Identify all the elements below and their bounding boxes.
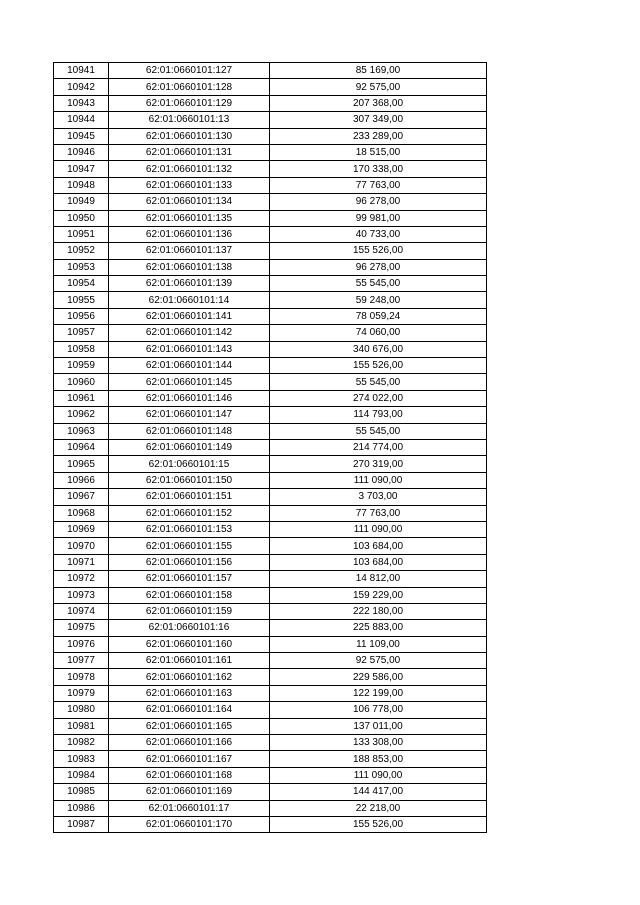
row-number-cell: 10984 — [54, 767, 109, 783]
table-row — [54, 685, 487, 701]
row-number-cell: 10954 — [54, 276, 109, 292]
value-cell: 22 218,00 — [270, 800, 487, 816]
cadastral-number-cell: 62:01:0660101:152 — [109, 505, 270, 521]
table-row — [54, 423, 487, 439]
cadastral-number-cell: 62:01:0660101:17 — [109, 800, 270, 816]
value-cell: 96 278,00 — [270, 259, 487, 275]
row-number-cell: 10948 — [54, 177, 109, 193]
value-cell: 3 703,00 — [270, 489, 487, 505]
table-row — [54, 177, 487, 193]
row-number-cell: 10955 — [54, 292, 109, 308]
value-cell: 103 684,00 — [270, 538, 487, 554]
value-cell: 92 575,00 — [270, 653, 487, 669]
value-cell: 77 763,00 — [270, 505, 487, 521]
table-row — [54, 669, 487, 685]
table-row — [54, 210, 487, 226]
table-row — [54, 538, 487, 554]
row-number-cell: 10952 — [54, 243, 109, 259]
row-number-cell: 10973 — [54, 587, 109, 603]
cadastral-number-cell: 62:01:0660101:137 — [109, 243, 270, 259]
row-number-cell: 10956 — [54, 308, 109, 324]
value-cell: 274 022,00 — [270, 390, 487, 406]
row-number-cell: 10953 — [54, 259, 109, 275]
value-cell: 159 229,00 — [270, 587, 487, 603]
row-number-cell: 10949 — [54, 194, 109, 210]
cadastral-number-cell: 62:01:0660101:127 — [109, 63, 270, 79]
row-number-cell: 10978 — [54, 669, 109, 685]
table-row — [54, 144, 487, 160]
cadastral-number-cell: 62:01:0660101:128 — [109, 79, 270, 95]
cadastral-number-cell: 62:01:0660101:144 — [109, 358, 270, 374]
cadastral-number-cell: 62:01:0660101:134 — [109, 194, 270, 210]
row-number-cell: 10972 — [54, 571, 109, 587]
cadastral-number-cell: 62:01:0660101:167 — [109, 751, 270, 767]
value-cell: 11 109,00 — [270, 636, 487, 652]
table-row — [54, 489, 487, 505]
cadastral-number-cell: 62:01:0660101:170 — [109, 816, 270, 832]
row-number-cell: 10963 — [54, 423, 109, 439]
row-number-cell: 10981 — [54, 718, 109, 734]
table-row — [54, 751, 487, 767]
cadastral-number-cell: 62:01:0660101:13 — [109, 112, 270, 128]
value-cell: 144 417,00 — [270, 784, 487, 800]
value-cell: 40 733,00 — [270, 226, 487, 242]
table-row — [54, 128, 487, 144]
cadastral-number-cell: 62:01:0660101:160 — [109, 636, 270, 652]
value-cell: 55 545,00 — [270, 276, 487, 292]
table-row — [54, 800, 487, 816]
value-cell: 229 586,00 — [270, 669, 487, 685]
row-number-cell: 10958 — [54, 341, 109, 357]
table-row — [54, 702, 487, 718]
row-number-cell: 10945 — [54, 128, 109, 144]
table-row — [54, 587, 487, 603]
value-cell: 270 319,00 — [270, 456, 487, 472]
value-cell: 74 060,00 — [270, 325, 487, 341]
table-row — [54, 259, 487, 275]
table-row — [54, 63, 487, 79]
value-cell: 188 853,00 — [270, 751, 487, 767]
value-cell: 207 368,00 — [270, 95, 487, 111]
row-number-cell: 10943 — [54, 95, 109, 111]
row-number-cell: 10967 — [54, 489, 109, 505]
cadastral-number-cell: 62:01:0660101:132 — [109, 161, 270, 177]
cadastral-number-cell: 62:01:0660101:149 — [109, 439, 270, 455]
cadastral-number-cell: 62:01:0660101:161 — [109, 653, 270, 669]
table-row — [54, 226, 487, 242]
value-cell: 170 338,00 — [270, 161, 487, 177]
value-cell: 92 575,00 — [270, 79, 487, 95]
table-body — [54, 63, 487, 833]
row-number-cell: 10975 — [54, 620, 109, 636]
cadastral-number-cell: 62:01:0660101:145 — [109, 374, 270, 390]
value-cell: 77 763,00 — [270, 177, 487, 193]
value-cell: 55 545,00 — [270, 374, 487, 390]
cadastral-number-cell: 62:01:0660101:165 — [109, 718, 270, 734]
value-cell: 78 059,24 — [270, 308, 487, 324]
cadastral-number-cell: 62:01:0660101:168 — [109, 767, 270, 783]
cadastral-number-cell: 62:01:0660101:131 — [109, 144, 270, 160]
value-cell: 114 793,00 — [270, 407, 487, 423]
table-row — [54, 243, 487, 259]
row-number-cell: 10971 — [54, 554, 109, 570]
cadastral-number-cell: 62:01:0660101:155 — [109, 538, 270, 554]
value-cell: 99 981,00 — [270, 210, 487, 226]
table-row — [54, 718, 487, 734]
table-row — [54, 292, 487, 308]
table-row — [54, 276, 487, 292]
cadastral-number-cell: 62:01:0660101:162 — [109, 669, 270, 685]
row-number-cell: 10979 — [54, 685, 109, 701]
cadastral-number-cell: 62:01:0660101:156 — [109, 554, 270, 570]
cadastral-value-table — [53, 62, 487, 833]
cadastral-number-cell: 62:01:0660101:143 — [109, 341, 270, 357]
table-row — [54, 341, 487, 357]
row-number-cell: 10965 — [54, 456, 109, 472]
table-row — [54, 439, 487, 455]
cadastral-number-cell: 62:01:0660101:142 — [109, 325, 270, 341]
value-cell: 111 090,00 — [270, 472, 487, 488]
cadastral-number-cell: 62:01:0660101:153 — [109, 521, 270, 537]
table-row — [54, 472, 487, 488]
row-number-cell: 10951 — [54, 226, 109, 242]
table-row — [54, 390, 487, 406]
row-number-cell: 10960 — [54, 374, 109, 390]
value-cell: 103 684,00 — [270, 554, 487, 570]
cadastral-number-cell: 62:01:0660101:129 — [109, 95, 270, 111]
table-row — [54, 325, 487, 341]
table-row — [54, 358, 487, 374]
value-cell: 155 526,00 — [270, 243, 487, 259]
value-cell: 155 526,00 — [270, 816, 487, 832]
table-row — [54, 554, 487, 570]
row-number-cell: 10968 — [54, 505, 109, 521]
cadastral-number-cell: 62:01:0660101:136 — [109, 226, 270, 242]
row-number-cell: 10959 — [54, 358, 109, 374]
table-row — [54, 456, 487, 472]
row-number-cell: 10976 — [54, 636, 109, 652]
row-number-cell: 10986 — [54, 800, 109, 816]
value-cell: 18 515,00 — [270, 144, 487, 160]
cadastral-number-cell: 62:01:0660101:147 — [109, 407, 270, 423]
table-row — [54, 735, 487, 751]
table-row — [54, 636, 487, 652]
cadastral-number-cell: 62:01:0660101:139 — [109, 276, 270, 292]
cadastral-number-cell: 62:01:0660101:133 — [109, 177, 270, 193]
cadastral-number-cell: 62:01:0660101:138 — [109, 259, 270, 275]
cadastral-number-cell: 62:01:0660101:135 — [109, 210, 270, 226]
row-number-cell: 10947 — [54, 161, 109, 177]
cadastral-number-cell: 62:01:0660101:16 — [109, 620, 270, 636]
value-cell: 133 308,00 — [270, 735, 487, 751]
row-number-cell: 10942 — [54, 79, 109, 95]
row-number-cell: 10964 — [54, 439, 109, 455]
row-number-cell: 10961 — [54, 390, 109, 406]
table-row — [54, 194, 487, 210]
cadastral-number-cell: 62:01:0660101:141 — [109, 308, 270, 324]
cadastral-number-cell: 62:01:0660101:130 — [109, 128, 270, 144]
value-cell: 96 278,00 — [270, 194, 487, 210]
table-row — [54, 767, 487, 783]
table-row — [54, 571, 487, 587]
cadastral-number-cell: 62:01:0660101:14 — [109, 292, 270, 308]
table-row — [54, 505, 487, 521]
value-cell: 111 090,00 — [270, 767, 487, 783]
value-cell: 233 289,00 — [270, 128, 487, 144]
row-number-cell: 10987 — [54, 816, 109, 832]
value-cell: 85 169,00 — [270, 63, 487, 79]
value-cell: 340 676,00 — [270, 341, 487, 357]
row-number-cell: 10944 — [54, 112, 109, 128]
cadastral-number-cell: 62:01:0660101:146 — [109, 390, 270, 406]
cadastral-number-cell: 62:01:0660101:166 — [109, 735, 270, 751]
table-row — [54, 816, 487, 832]
cadastral-number-cell: 62:01:0660101:151 — [109, 489, 270, 505]
row-number-cell: 10969 — [54, 521, 109, 537]
value-cell: 214 774,00 — [270, 439, 487, 455]
row-number-cell: 10977 — [54, 653, 109, 669]
table-row — [54, 95, 487, 111]
value-cell: 222 180,00 — [270, 603, 487, 619]
row-number-cell: 10980 — [54, 702, 109, 718]
value-cell: 55 545,00 — [270, 423, 487, 439]
table-row — [54, 161, 487, 177]
value-cell: 307 349,00 — [270, 112, 487, 128]
row-number-cell: 10941 — [54, 63, 109, 79]
table-row — [54, 374, 487, 390]
cadastral-number-cell: 62:01:0660101:169 — [109, 784, 270, 800]
row-number-cell: 10982 — [54, 735, 109, 751]
cadastral-number-cell: 62:01:0660101:159 — [109, 603, 270, 619]
row-number-cell: 10966 — [54, 472, 109, 488]
row-number-cell: 10946 — [54, 144, 109, 160]
row-number-cell: 10983 — [54, 751, 109, 767]
value-cell: 225 883,00 — [270, 620, 487, 636]
table-row — [54, 653, 487, 669]
cadastral-number-cell: 62:01:0660101:148 — [109, 423, 270, 439]
cadastral-number-cell: 62:01:0660101:158 — [109, 587, 270, 603]
cadastral-number-cell: 62:01:0660101:157 — [109, 571, 270, 587]
cadastral-number-cell: 62:01:0660101:164 — [109, 702, 270, 718]
row-number-cell: 10974 — [54, 603, 109, 619]
table-row — [54, 521, 487, 537]
row-number-cell: 10985 — [54, 784, 109, 800]
cadastral-number-cell: 62:01:0660101:150 — [109, 472, 270, 488]
value-cell: 155 526,00 — [270, 358, 487, 374]
value-cell: 122 199,00 — [270, 685, 487, 701]
table-row — [54, 603, 487, 619]
table-row — [54, 407, 487, 423]
cadastral-number-cell: 62:01:0660101:15 — [109, 456, 270, 472]
table-row — [54, 112, 487, 128]
table-row — [54, 308, 487, 324]
row-number-cell: 10970 — [54, 538, 109, 554]
table-row — [54, 784, 487, 800]
value-cell: 137 011,00 — [270, 718, 487, 734]
row-number-cell: 10950 — [54, 210, 109, 226]
cadastral-number-cell: 62:01:0660101:163 — [109, 685, 270, 701]
value-cell: 59 248,00 — [270, 292, 487, 308]
row-number-cell: 10962 — [54, 407, 109, 423]
row-number-cell: 10957 — [54, 325, 109, 341]
value-cell: 111 090,00 — [270, 521, 487, 537]
value-cell: 106 778,00 — [270, 702, 487, 718]
table-row — [54, 79, 487, 95]
table-row — [54, 620, 487, 636]
value-cell: 14 812,00 — [270, 571, 487, 587]
